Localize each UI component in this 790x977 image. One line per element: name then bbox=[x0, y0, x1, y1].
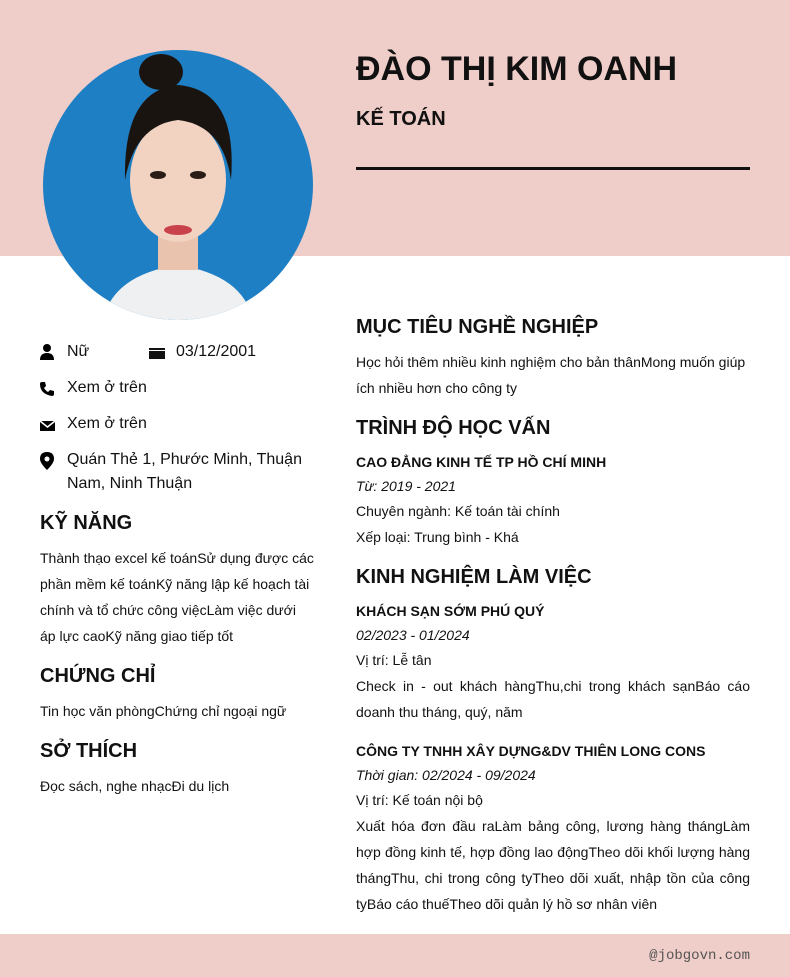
certs-heading: CHỨNG CHỈ bbox=[40, 665, 156, 687]
objective-text: Học hỏi thêm nhiều kinh nghiệm cho bản thânMong muốn giúp ích nhiều hơn cho công ty bbox=[356, 354, 746, 396]
phone: Xem ở trên bbox=[67, 379, 147, 396]
profile-photo bbox=[43, 50, 313, 320]
hobbies-heading: SỞ THÍCH bbox=[40, 740, 138, 762]
education-grade: Xếp loại: Trung bình - Khá bbox=[356, 529, 519, 545]
right-column bbox=[356, 300, 750, 931]
phone-row bbox=[40, 376, 315, 404]
personal-row bbox=[40, 340, 315, 368]
job-description: Xuất hóa đơn đầu raLàm bảng công, lương hàng thángLàm hợp đồng kinh tế, hợp đồng lao độngTheo dõi khối lượng hàng thángThu, chi trong công tyTheo dõi xuất, nhập tồn của công tyBáo cáo thuếTheo dõi quản lý hồ sơ nhân viên bbox=[356, 818, 750, 912]
footer-band bbox=[0, 934, 790, 977]
watermark: @jobgovn.com bbox=[649, 948, 750, 964]
job-position: Vị trí: Kế toán nội bộ bbox=[356, 792, 483, 808]
job-title: KẾ TOÁN bbox=[356, 108, 446, 130]
date-of-birth: 03/12/2001 bbox=[176, 343, 257, 360]
education-heading: TRÌNH ĐỘ HỌC VẤN bbox=[356, 417, 551, 439]
education-period: Từ: 2019 - 2021 bbox=[356, 478, 456, 494]
candidate-name: ĐÀO THỊ KIM OANH bbox=[356, 50, 678, 88]
calendar-icon bbox=[149, 340, 176, 368]
school-name: CAO ĐẲNG KINH TẾ TP HỒ CHÍ MINH bbox=[356, 454, 607, 470]
person-icon bbox=[40, 340, 67, 368]
left-column bbox=[40, 340, 315, 799]
email: Xem ở trên bbox=[67, 415, 147, 432]
skills-heading: KỸ NĂNG bbox=[40, 512, 133, 534]
divider bbox=[356, 167, 750, 170]
map-pin-icon bbox=[40, 448, 67, 478]
address: Quán Thẻ 1, Phước Minh, Thuận Nam, Ninh Thuận bbox=[67, 451, 302, 492]
company-name: KHÁCH SẠN SỚM PHÚ QUÝ bbox=[356, 603, 545, 619]
address-row bbox=[40, 448, 315, 496]
gender: Nữ bbox=[67, 343, 90, 360]
phone-icon bbox=[40, 376, 67, 404]
job-period: Thời gian: 02/2024 - 09/2024 bbox=[356, 767, 536, 783]
job-position: Vị trí: Lễ tân bbox=[356, 652, 432, 668]
skills-text: Thành thạo excel kế toánSử dụng được các phần mềm kế toánKỹ năng lập kế hoạch tài chính và tổ chức công việcLàm việc dưới áp lực caoKỹ năng giao tiếp tốt bbox=[40, 550, 314, 644]
certs-text: Tin học văn phòngChứng chỉ ngoại ngữ bbox=[40, 703, 287, 719]
email-row bbox=[40, 412, 315, 440]
job-entry bbox=[356, 739, 750, 917]
education-major: Chuyên ngành: Kế toán tài chính bbox=[356, 503, 560, 519]
objective-heading: MỤC TIÊU NGHỀ NGHIỆP bbox=[356, 316, 599, 338]
envelope-icon bbox=[40, 412, 67, 440]
job-entry bbox=[356, 599, 750, 725]
experience-heading: KINH NGHIỆM LÀM VIỆC bbox=[356, 566, 592, 588]
job-description: Check in - out khách hàngThu,chi trong khách sạnBáo cáo doanh thu tháng, quý, năm bbox=[356, 678, 750, 720]
company-name: CÔNG TY TNHH XÂY DỰNG&DV THIÊN LONG CONS bbox=[356, 743, 706, 759]
job-period: 02/2023 - 01/2024 bbox=[356, 627, 470, 643]
hobbies-text: Đọc sách, nghe nhạcĐi du lịch bbox=[40, 778, 230, 794]
